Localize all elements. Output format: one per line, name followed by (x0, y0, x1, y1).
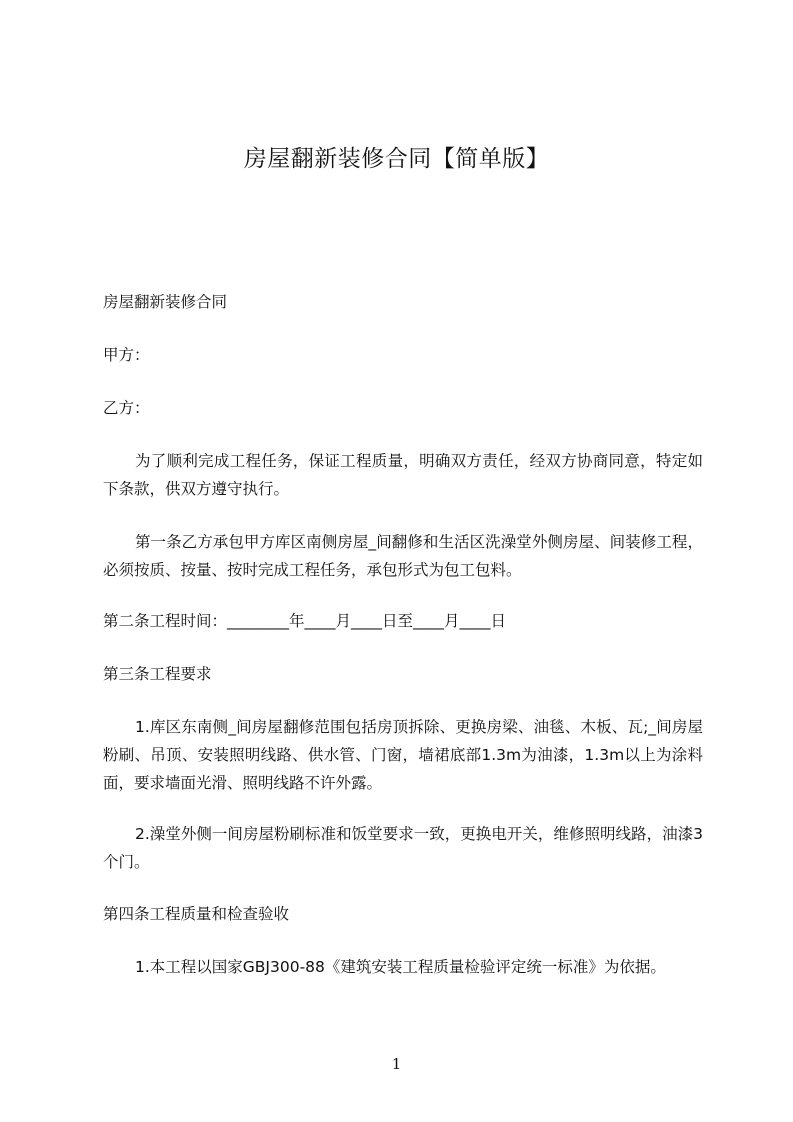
preamble-paragraph: 为了顺利完成工程任务，保证工程质量，明确双方责任，经双方协商同意，特定如下条款，供双方遵守执行。 (103, 452, 703, 498)
article-2-paragraph: 第二条工程时间：________年____月____日至____月____日 (103, 612, 507, 630)
article-4-heading: 第四条工程质量和检查验收 (103, 905, 290, 923)
page-number: 1 (391, 1055, 402, 1073)
article-4-item-1: 1.本工程以国家GBJ300-88《建筑安装工程质量检验评定统一标准》为依据。 (135, 958, 666, 976)
article-1-paragraph: 第一条乙方承包甲方库区南侧房屋_间翻修和生活区洗澡堂外侧房屋、间装修工程，必须按质、按量、按时完成工程任务，承包形式为包工包料。 (103, 533, 703, 579)
article-3-heading: 第三条工程要求 (103, 665, 212, 683)
party-a-label: 甲方： (103, 346, 150, 364)
article-3-item-2: 2.澡堂外侧一间房屋粉刷标准和饭堂要求一致，更换电开关，维修照明线路，油漆3个门。 (103, 825, 703, 871)
contract-heading: 房屋翻新装修合同 (103, 293, 228, 311)
article-3-item-1: 1.库区东南侧_间房屋翻修范围包括房顶拆除、更换房梁、油毯、木板、瓦;_间房屋粉刷、吊顶、安装照明线路、供水管、门窗，墙裙底部1.3m为油漆，1.3m以上为涂料面，要求墙面光滑、照明线路不许外露。 (103, 718, 703, 792)
document-title: 房屋翻新装修合同【简单版】 (243, 146, 550, 172)
party-b-label: 乙方： (103, 399, 150, 417)
